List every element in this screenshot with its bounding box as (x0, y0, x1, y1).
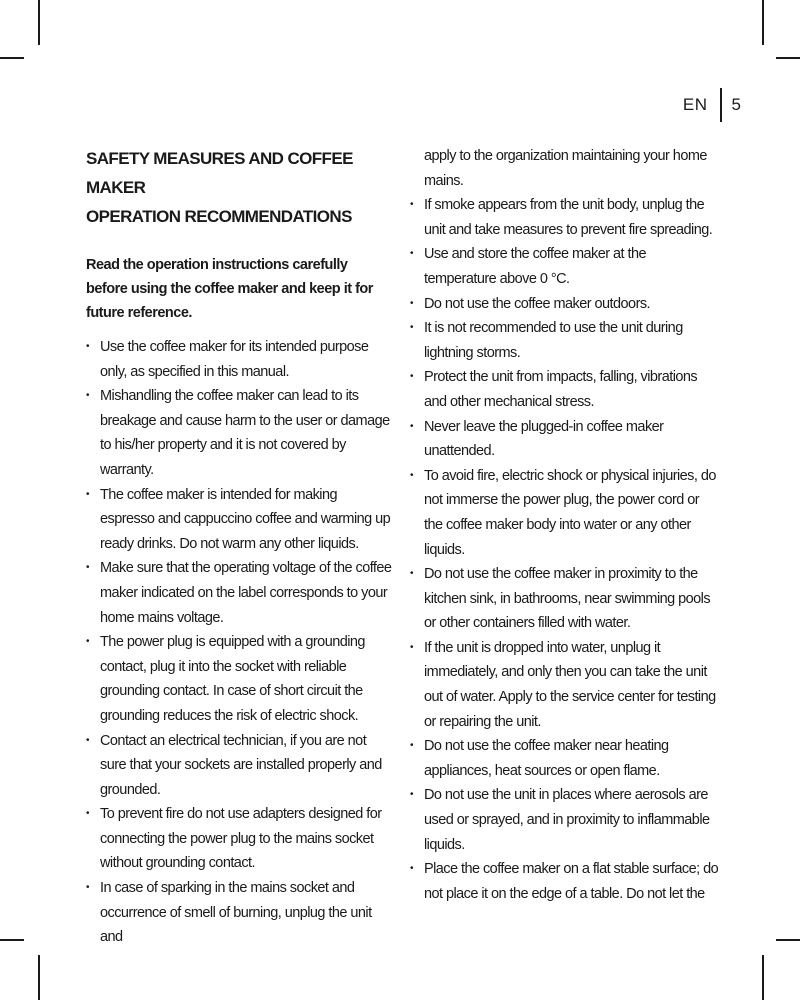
list-item: • The coffee maker is intended for making espresso and cappuccino coffee and warming up ready drinks. Do not warm any other liquids. (86, 483, 392, 557)
left-bullet-list (86, 335, 392, 950)
list-item: • It is not recommended to use the unit during lightning storms. (410, 316, 720, 365)
header-divider (720, 88, 722, 122)
list-item: • Protect the unit from impacts, falling, vibrations and other mechanical stress. (410, 365, 720, 414)
right-bullet-list (410, 193, 720, 906)
list-item: • To avoid fire, electric shock or physical injuries, do not immerse the power plug, the power cord or the coffee maker body into water or any other liquids. (410, 464, 720, 562)
continued-text: apply to the organization maintaining your home mains. (424, 148, 707, 189)
crop-mark-bottom-right-horizontal (776, 939, 800, 941)
section-title-line-1: SAFETY MEASURES AND COFFEE MAKER (86, 149, 353, 197)
list-item: • Never leave the plugged-in coffee maker unattended. (410, 415, 720, 464)
list-item: • Use and store the coffee maker at the temperature above 0 °C. (410, 242, 720, 291)
list-item: • The power plug is equipped with a grounding contact, plug it into the socket with reliable grounding contact. In case of short circuit the grounding reduces the risk of electric shock. (86, 630, 392, 728)
list-item: • Mishandling the coffee maker can lead to its breakage and cause harm to the user or damage to his/her property and it is not covered by warranty. (86, 384, 392, 482)
page-number: 5 (731, 95, 741, 114)
left-column (86, 144, 392, 950)
crop-mark-bottom-left-horizontal (0, 939, 24, 941)
crop-mark-bottom-left-vertical (38, 955, 40, 1000)
language-code: EN (682, 95, 708, 114)
list-item: • To prevent fire do not use adapters designed for connecting the power plug to the mains socket without grounding contact. (86, 802, 392, 876)
page-header (682, 88, 741, 122)
list-item: • Do not use the coffee maker in proximity to the kitchen sink, in bathrooms, near swimming pools or other containers filled with water. (410, 562, 720, 636)
right-column (410, 144, 720, 906)
list-item: • In case of sparking in the mains socket and occurrence of smell of burning, unplug the unit and (86, 876, 392, 950)
crop-mark-top-left-vertical (38, 0, 40, 45)
list-item: • Place the coffee maker on a flat stable surface; do not place it on the edge of a table. Do not let the (410, 857, 720, 906)
list-item: • If smoke appears from the unit body, unplug the unit and take measures to prevent fire spreading. (410, 193, 720, 242)
crop-mark-top-right-horizontal (776, 57, 800, 59)
list-item: • Contact an electrical technician, if you are not sure that your sockets are installed properly and grounded. (86, 729, 392, 803)
section-title-line-2: OPERATION RECOMMENDATIONS (86, 207, 352, 226)
list-item: • Do not use the unit in places where aerosols are used or sprayed, and in proximity to inflammable liquids. (410, 783, 720, 857)
list-item: • Make sure that the operating voltage of the coffee maker indicated on the label corresponds to your home mains voltage. (86, 556, 392, 630)
list-item: • Use the coffee maker for its intended purpose only, as specified in this manual. (86, 335, 392, 384)
list-item: • If the unit is dropped into water, unplug it immediately, and only then you can take the unit out of water. Apply to the service center for testing or repairing the unit. (410, 636, 720, 734)
list-item: • Do not use the coffee maker outdoors. (410, 292, 720, 317)
section-title (86, 144, 392, 231)
list-item: • Do not use the coffee maker near heating appliances, heat sources or open flame. (410, 734, 720, 783)
crop-mark-bottom-right-vertical (762, 955, 764, 1000)
lead-paragraph: Read the operation instructions carefully before using the coffee maker and keep it for future reference. (86, 257, 373, 321)
crop-mark-top-right-vertical (762, 0, 764, 45)
crop-mark-top-left-horizontal (0, 57, 24, 59)
